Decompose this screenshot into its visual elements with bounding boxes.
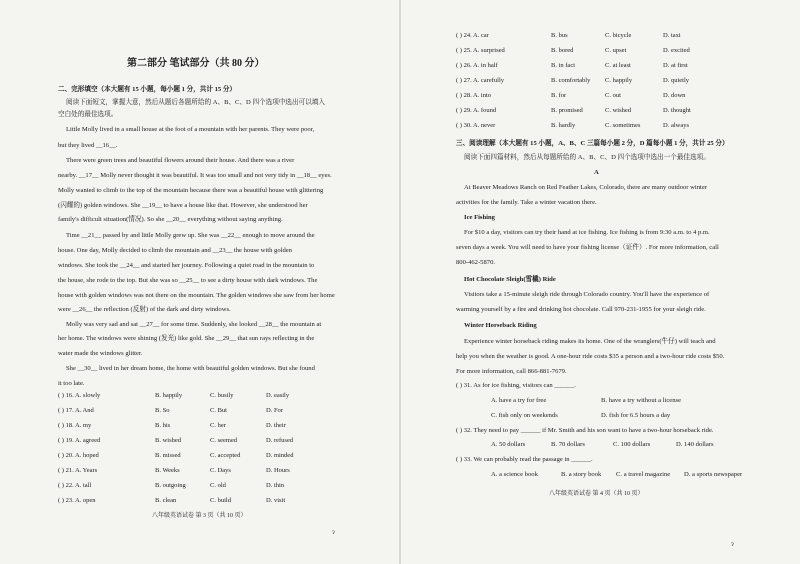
option-c: C. busily bbox=[210, 392, 234, 399]
question-32: ( ) 32. They need to pay ______ if Mr. Smith and his son want to have a two-hour horseback ride. bbox=[456, 427, 714, 434]
option-c: C. out bbox=[605, 92, 621, 99]
option-b: B. clean bbox=[155, 497, 177, 504]
sleigh-ride-line2: warming yourself by a fire and drinking hot chocolate. Call 970-231-1955 for your sleigh ride. bbox=[456, 306, 706, 313]
option-b: B. happily bbox=[155, 392, 183, 399]
option-b: B. comfortably bbox=[551, 77, 591, 84]
option-c: C. But bbox=[210, 407, 227, 414]
option-d: D. visit bbox=[266, 497, 286, 504]
option-b: B. outgoing bbox=[155, 482, 186, 489]
option-d: D. always bbox=[663, 122, 689, 129]
option-c: C. bicycle bbox=[605, 32, 632, 39]
question-number-option-a: ( ) 24. A. car bbox=[456, 32, 489, 39]
question-31: ( ) 31. As for ice fishing, visitors can ______. bbox=[456, 382, 576, 389]
option-c: C. sometimes bbox=[605, 122, 641, 129]
article-intro-line1: At Beaver Meadows Ranch on Red Feather Lakes, Colorado, there are many outdoor winter bbox=[464, 184, 707, 191]
question-number-option-a: ( ) 29. A. found bbox=[456, 107, 497, 114]
question-number-option-a: ( ) 27. A. carefully bbox=[456, 77, 505, 84]
page-footer: 八年级英语试卷 第 3 页（共 10 页） bbox=[152, 513, 247, 519]
question-number-option-a: ( ) 22. A. tall bbox=[58, 482, 92, 489]
question-number-option-a: ( ) 26. A. in half bbox=[456, 62, 498, 69]
question-number-option-a: ( ) 16. A. slowly bbox=[58, 392, 101, 399]
passage-line: family's difficult situation(情况). So she __20__ everything without saying anything. bbox=[58, 216, 283, 223]
passage-line: but they lived __16__. bbox=[58, 142, 118, 149]
q32-option-b: B. 70 dollars bbox=[551, 441, 585, 448]
option-d: D. taxi bbox=[663, 32, 681, 39]
ice-fishing-line3: 800-462-5870. bbox=[456, 259, 496, 266]
option-b: B. missed bbox=[155, 452, 181, 459]
option-d: D. thought bbox=[663, 107, 691, 114]
option-d: D. their bbox=[266, 422, 286, 429]
q32-option-a: A. 50 dollars bbox=[491, 441, 526, 448]
option-d: D. down bbox=[663, 92, 686, 99]
cloze-instructions-line1: 阅读下面短文，掌握大意，然后从题后各题所给的 A、B、C、D 四个选项中选出可以填入 bbox=[66, 99, 325, 106]
sleigh-ride-title: Hot Chocolate Sleigh(雪橇) Ride bbox=[464, 276, 556, 283]
option-d: D. refused bbox=[266, 437, 294, 444]
passage-line: Molly was very sad and sat __27__ for some time. Suddenly, she looked __28__ the mountain at bbox=[66, 321, 322, 328]
option-d: D. Hours bbox=[266, 467, 290, 474]
right-page bbox=[401, 0, 800, 564]
option-c: C. her bbox=[210, 422, 226, 429]
option-c: C. upset bbox=[605, 47, 627, 54]
option-d: D. minded bbox=[266, 452, 294, 459]
passage-line: her home. The windows were shining (发光) like gold. She __29__ that sun rays reflecting in the bbox=[58, 335, 315, 342]
option-d: D. thin bbox=[266, 482, 285, 489]
option-b: B. wished bbox=[155, 437, 181, 444]
cloze-instructions-line2: 空白处的最佳选项。 bbox=[58, 111, 118, 118]
option-c: C. old bbox=[210, 482, 226, 489]
option-b: B. promised bbox=[551, 107, 583, 114]
option-c: C. happily bbox=[605, 77, 633, 84]
ice-fishing-line2: seven days a week. You will need to have your fishing license（证件）. For more information, call bbox=[456, 244, 719, 251]
q31-option-c: C. fish only on weekends bbox=[491, 412, 558, 419]
passage-line: (闪耀的) golden windows. She __19__ to have a house like that. However, she understood her bbox=[58, 202, 308, 209]
passage-line: Little Molly lived in a small house at the foot of a mountain with her parents. They were poor, bbox=[66, 126, 315, 133]
passage-line: the house, she rode to the top. But she was so __25__ to see a dirty house with dark windows. The bbox=[58, 277, 318, 284]
option-c: C. seemed bbox=[210, 437, 238, 444]
pencil-mark: ɂ bbox=[731, 540, 734, 548]
question-number-option-a: ( ) 25. A. surprised bbox=[456, 47, 505, 54]
passage-line: windows. She took the __24__ and started her journey. Following a quiet road in the mountain to bbox=[58, 262, 315, 269]
q32-option-c: C. 100 dollars bbox=[613, 441, 651, 448]
article-intro-line2: activities for the family. Take a winter vacation there. bbox=[456, 199, 597, 206]
option-c: C. Days bbox=[210, 467, 231, 474]
option-b: B. in fact bbox=[551, 62, 576, 69]
question-number-option-a: ( ) 20. A. hoped bbox=[58, 452, 99, 459]
passage-line: house. One day, Molly decided to climb the mountain and __23__ the house with golden bbox=[58, 247, 292, 254]
page-footer: 八年级英语试卷 第 4 页（共 10 页） bbox=[549, 491, 644, 497]
option-c: C. build bbox=[210, 497, 231, 504]
option-d: D. quietly bbox=[663, 77, 689, 84]
reading-heading: 三、阅读理解（本大题有 15 小题，A、B、C 三篇每小题 2 分，D 篇每小题 1 分，共计 25 分） bbox=[456, 140, 729, 147]
option-b: B. Weeks bbox=[155, 467, 180, 474]
passage-line: nearby. __17__ Molly never thought it was beautiful. It was too small and not very tidy in __18__ eyes. bbox=[58, 172, 332, 179]
question-number-option-a: ( ) 19. A. agreed bbox=[58, 437, 101, 444]
q33-option-a: A. a science book bbox=[491, 471, 538, 478]
q33-option-b: B. a story book bbox=[561, 471, 602, 478]
option-c: C. accepted bbox=[210, 452, 241, 459]
passage-line: There were green trees and beautiful flowers around their house. And there was a river bbox=[66, 157, 295, 164]
passage-line: it too late. bbox=[58, 380, 85, 387]
section-title: 第二部分 笔试部分（共 80 分） bbox=[127, 58, 265, 69]
ice-fishing-title: Ice Fishing bbox=[464, 214, 495, 221]
option-b: B. So bbox=[155, 407, 170, 414]
question-number-option-a: ( ) 23. A. open bbox=[58, 497, 96, 504]
passage-line: She __30__ lived in her dream home, the home with beautiful golden windows. But she found bbox=[66, 365, 315, 372]
option-b: B. hardly bbox=[551, 122, 576, 129]
option-c: C. at least bbox=[605, 62, 631, 69]
article-label: A bbox=[594, 169, 599, 176]
passage-line: Time __21__ passed by and little Molly grew up. She was __22__ enough to move around the bbox=[66, 232, 315, 239]
q32-option-d: D. 140 dollars bbox=[676, 441, 714, 448]
question-number-option-a: ( ) 17. A. And bbox=[58, 407, 94, 414]
q31-option-d: D. fish for 6.5 hours a day bbox=[601, 412, 671, 419]
q33-option-d: D. a sports newspaper bbox=[684, 471, 743, 478]
question-33: ( ) 33. We can probably read the passage in ______. bbox=[456, 456, 593, 463]
option-c: C. wished bbox=[605, 107, 631, 114]
passage-line: Molly wanted to climb to the top of the mountain because there was a beautiful house with glittering bbox=[58, 187, 324, 194]
horseback-title: Winter Horseback Riding bbox=[464, 322, 537, 329]
option-d: D. easily bbox=[266, 392, 290, 399]
option-b: B. bus bbox=[551, 32, 568, 39]
question-number-option-a: ( ) 30. A. never bbox=[456, 122, 496, 129]
horseback-line1: Experience winter horseback riding makes its home. One of the wranglers(牛仔) will teach and bbox=[464, 338, 716, 345]
reading-instructions: 阅读下面四篇材料，然后从每题所给的 A、B、C、D 四个选项中选出一个最佳选项。 bbox=[464, 154, 710, 161]
q31-option-b: B. have a try without a license bbox=[601, 397, 682, 404]
ice-fishing-line1: For $10 a day, visitors can try their hand at ice fishing. Ice fishing is from 9:30 a.m. to 4 p.m. bbox=[464, 229, 710, 236]
q33-option-c: C. a travel magazine bbox=[616, 471, 671, 478]
passage-line: water made the windows glitter. bbox=[58, 350, 143, 357]
question-number-option-a: ( ) 21. A. Years bbox=[58, 467, 98, 474]
q31-option-a: A. have a try for free bbox=[491, 397, 547, 404]
option-b: B. his bbox=[155, 422, 171, 429]
sleigh-ride-line1: Visitors take a 15-minute sleigh ride through Colorado country. You'll have the experience of bbox=[464, 291, 710, 298]
question-number-option-a: ( ) 18. A. my bbox=[58, 422, 92, 429]
option-b: B. bored bbox=[551, 47, 574, 54]
pencil-mark: ɂ bbox=[332, 528, 335, 536]
passage-line: were __26__ the reflection (反射) of the dark and dirty windows. bbox=[58, 306, 231, 313]
option-b: B. for bbox=[551, 92, 567, 99]
question-number-option-a: ( ) 28. A. into bbox=[456, 92, 492, 99]
option-d: D. at first bbox=[663, 62, 688, 69]
option-d: D. excited bbox=[663, 47, 690, 54]
horseback-line3: For more information, call 866-881-7679. bbox=[456, 368, 567, 375]
option-d: D. For bbox=[266, 407, 283, 414]
cloze-heading: 二、完形填空（本大题有 15 小题，每小题 1 分，共计 15 分） bbox=[58, 86, 237, 93]
horseback-line2: help you when the weather is good. A one-hour ride costs $35 a person and a two-hour ride costs $50. bbox=[456, 353, 725, 360]
passage-line: house with golden windows was not there on the mountain. The golden windows she saw from her home bbox=[58, 292, 335, 299]
